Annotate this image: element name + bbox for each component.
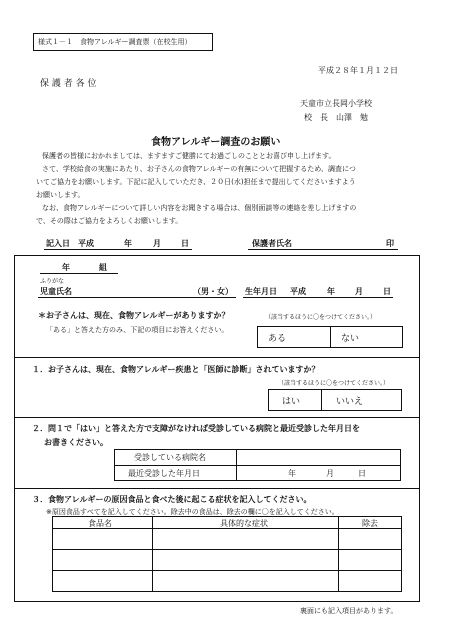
q2-day: 日 — [358, 469, 366, 478]
section-divider-3 — [15, 488, 419, 489]
school-name: 天童市立長岡小学校 — [300, 99, 372, 108]
q2-text-1: ２．問１で「はい」と答えた方で支障がなければ受診している病院と最近受診した年月日を — [32, 424, 360, 433]
footer-note: 裏面にも記入項目があります。 — [300, 607, 398, 615]
furigana-label: ふりがな — [40, 278, 65, 285]
q2-hospital-label: 受診している病院名 — [134, 453, 206, 462]
q2-month: 月 — [326, 469, 334, 478]
entry-month: 月 — [153, 239, 161, 248]
intro-line-5: なお、食物アレルギーについて詳しい内容をお聞きする場合は、個別面談等の連絡を差し上げますの — [42, 204, 357, 212]
q1-options-divider — [321, 389, 322, 411]
q3-text: ３．食物アレルギーの原因食品と食べた後に起こる症状を記入してください。 — [32, 495, 312, 504]
q3-col-food: 食品名 — [88, 519, 112, 528]
intro-line-4: お願いします。 — [36, 191, 85, 199]
student-name-underline[interactable] — [38, 297, 236, 298]
q0-followup: 「ある」と答えた方のみ、下記の項目にお答えください。 — [46, 326, 229, 334]
q3-row-line-2 — [52, 570, 402, 571]
q1-option-hai[interactable]: はい — [282, 397, 301, 407]
class-underline[interactable] — [40, 273, 118, 274]
birth-label: 生年月日 — [245, 287, 277, 296]
q0-option-aru[interactable]: ある — [268, 334, 287, 344]
student-nen: 年 — [62, 263, 70, 272]
q2-text-2: お書きください。 — [44, 438, 108, 447]
q2-recent-label: 最近受診した年月日 — [128, 469, 200, 478]
q2-year: 年 — [288, 469, 296, 478]
page-title: 食物アレルギー調査のお願い — [151, 137, 281, 148]
q2-table-row-line — [114, 465, 401, 466]
student-gender[interactable]: （男・女） — [193, 287, 233, 296]
q1-note: （該当するほうに〇をつけてください。） — [278, 380, 390, 387]
section-divider-1 — [15, 357, 419, 358]
birth-year: 年 — [327, 287, 335, 296]
section-divider-2 — [15, 417, 419, 418]
intro-line-3: いてご協力をお願いします。下記に記入していただき、２０日(水)担任まで提出してくださいますよう — [36, 178, 356, 186]
intro-line-1: 保護者の皆様におかれましては、ますますご健勝にてお過ごしのこととお喜び申し上げます。 — [42, 152, 336, 160]
principal-name: 校 長 山澤 勉 — [304, 113, 368, 122]
birth-day: 日 — [383, 287, 391, 296]
student-name-label: 児童氏名 — [40, 287, 72, 296]
guardian-underline[interactable] — [248, 249, 398, 250]
birth-underline[interactable] — [243, 297, 393, 298]
entry-year: 年 — [124, 239, 132, 248]
birth-month: 月 — [355, 287, 363, 296]
q1-option-iie[interactable]: いいえ — [336, 397, 364, 407]
q3-col-line-2 — [338, 516, 339, 592]
seal-mark: 印 — [386, 239, 394, 248]
q1-text: １．お子さんは、現在、食物アレルギー疾患と「医師に診断」されていますか？ — [32, 365, 320, 374]
entry-date-label: 記入日 平成 — [46, 239, 94, 248]
q2-table-col-line — [236, 449, 237, 481]
q0-text: ＊お子さんは、現在、食物アレルギーがありますか？ — [38, 311, 230, 320]
q3-col-line-1 — [152, 516, 153, 592]
guardian-label: 保護者氏名 — [252, 239, 292, 248]
q0-note: （該当するほうに〇をつけてください。） — [265, 314, 377, 321]
intro-line-6: で、その際はご協力をよろしくお願いします。 — [36, 217, 183, 225]
birth-heisei: 平成 — [290, 287, 306, 296]
q3-col-symptom: 具体的な症状 — [220, 519, 268, 528]
q0-option-nai[interactable]: ない — [341, 334, 360, 344]
entry-day: 日 — [181, 239, 189, 248]
issue-date: 平成２８年１月１２日 — [318, 66, 398, 75]
intro-line-2: さて、学校給食の実施にあたり、お子さんの食物アレルギーの有無について把握するため、調査につ — [42, 165, 356, 173]
q0-options-divider — [330, 326, 331, 348]
q3-note: ※原因食品すべてを記入してください。除去中の食品は、除去の欄に〇を記入してください。 — [46, 508, 339, 516]
student-kumi: 組 — [99, 263, 107, 272]
q3-col-removal: 除去 — [362, 519, 378, 528]
q3-row-line-1 — [52, 549, 402, 550]
entry-date-underline — [44, 249, 192, 250]
addressee: 保 護 者 各 位 — [40, 79, 97, 89]
form-tag: 様式１－１ 食物アレルギー調査票（在校生用） — [38, 38, 192, 46]
